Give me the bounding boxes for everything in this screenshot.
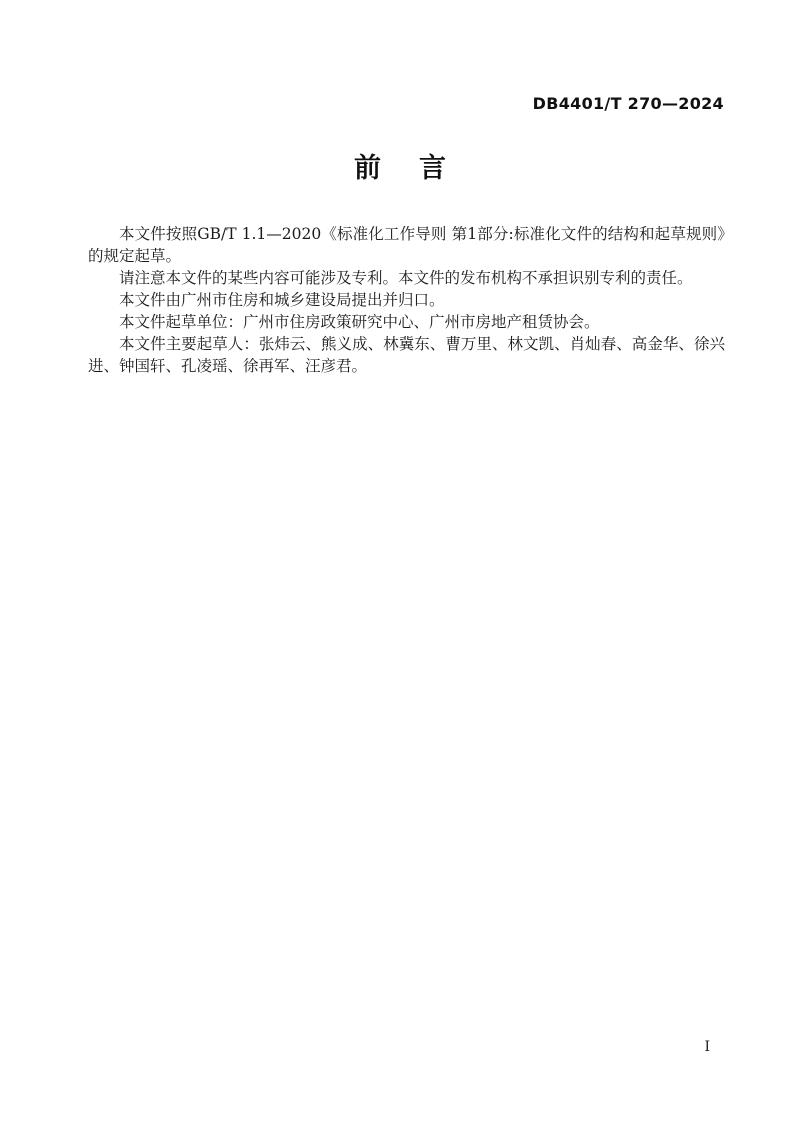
- paragraph-drafting-organizations: 本文件起草单位：广州市住房政策研究中心、广州市房地产租赁协会。: [119, 313, 600, 331]
- paragraph-proposing-body: 本文件由广州市住房和城乡建设局提出并归口。: [119, 291, 445, 309]
- paragraph-main-drafters: 本文件主要起草人：张炜云、熊义成、林冀东、曹万里、林文凯、肖灿春、高金华、徐兴进、钟国轩、孔凌瑶、徐再军、汪彦君。: [88, 335, 725, 375]
- page-number: I: [704, 1039, 710, 1055]
- foreword-title: [0, 146, 800, 185]
- standard-code: DB4401/T 270—2024: [532, 94, 724, 113]
- foreword-title-char-second: 言: [419, 153, 446, 184]
- paragraph-drafting-rules: 本文件按照GB/T 1.1—2020《标准化工作导则 第1部分:标准化文件的结构和起草规则》的规定起草。: [88, 225, 725, 265]
- foreword-body: [88, 223, 725, 377]
- paragraph-patent-notice: 请注意本文件的某些内容可能涉及专利。本文件的发布机构不承担识别专利的责任。: [119, 269, 693, 287]
- foreword-title-char-first: 前: [354, 153, 381, 184]
